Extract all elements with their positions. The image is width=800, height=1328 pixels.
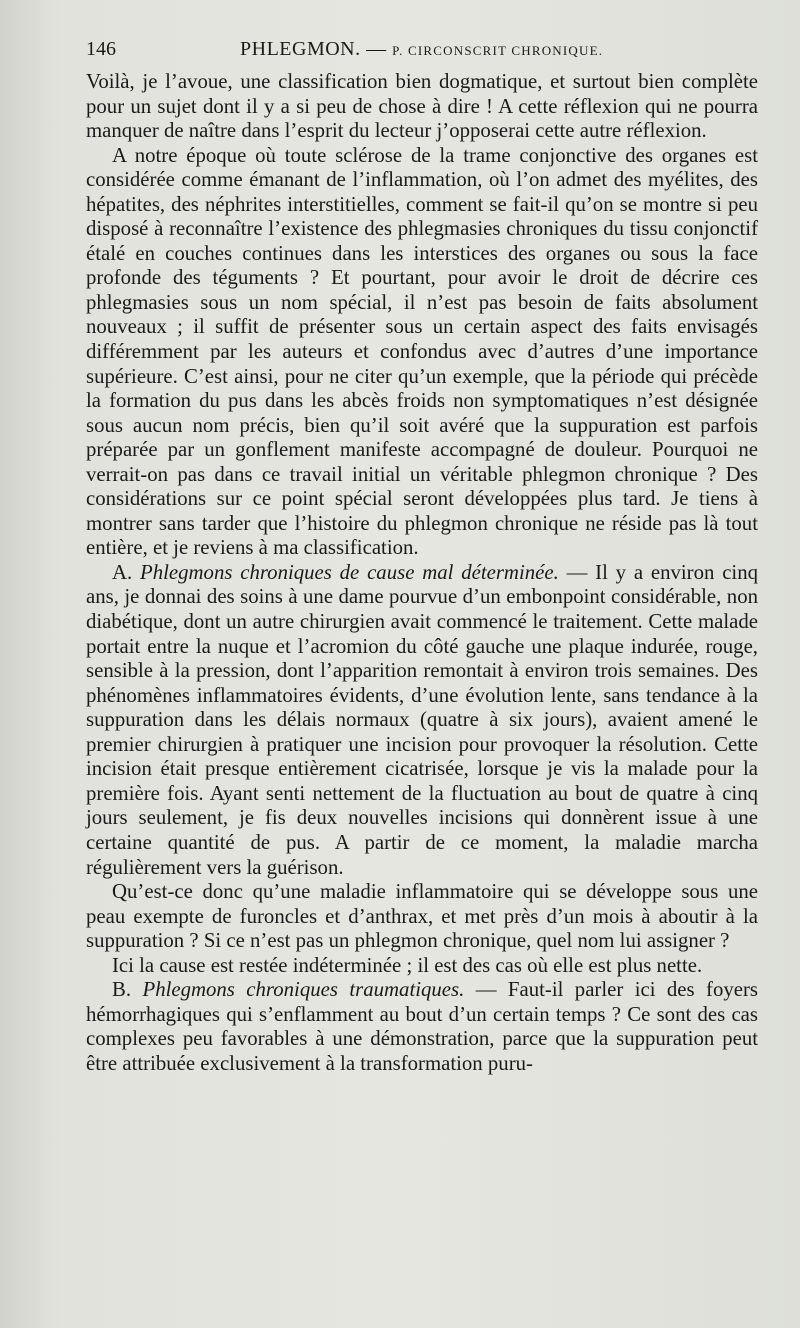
- running-head-title: PHLEGMON.: [240, 38, 361, 60]
- section-b-title: Phlegmons chroniques traumatiques.: [142, 978, 465, 1002]
- page-number: 146: [86, 38, 116, 60]
- body-text: [86, 70, 758, 1076]
- paragraph-2: [86, 144, 758, 561]
- section-b-text: — Faut-il parler ici des foyers hémorrhagiques qui s’enflamment au bout d’un certain temps ? Ce sont des cas complexes peu favorables à une démonstration, parce que la suppuration peut être attribuée exclusivement à la transformation puru-: [86, 978, 758, 1075]
- section-b-mark: B.: [112, 978, 132, 1002]
- paragraph-5-text: Ici la cause est restée indéterminée ; il est des cas où elle est plus nette.: [112, 953, 703, 977]
- page-header: [86, 38, 758, 68]
- paragraph-1-text: Voilà, je l’avoue, une classification bien dogmatique, et surtout bien complète pour un sujet dont il y a si peu de chose à dire ! A cette réflexion qui ne pourra manquer de naître dans l’esprit du lecteur j’opposerai cette autre réflexion.: [86, 70, 758, 143]
- paragraph-2-text: A notre époque où toute sclérose de la trame conjonctive des organes est considérée comme émanant de l’inflammation, où l’on admet des myélites, des hépatites, des néphrites interstitielles, comment se fait-il qu’on se montre si peu disposé à reconnaître l’existence des phlegmasies chroniques du tissu conjonctif étalé en couches continues dans les interstices des organes ou sous la face profonde des téguments ? Et pourtant, pour avoir le droit de décrire ces phlegmasies sous un nom spécial, il n’est pas besoin de faits absolument nouveaux ; il suffit de présenter sous un certain aspect des faits envisagés différemment par les auteurs et confondus avec d’autres d’une importance supérieure. C’est ainsi, pour ne citer qu’un exemple, que la période qui précède la formation du pus dans les abcès froids non symptomatiques n’est désignée sous aucun nom précis, bien qu’il soit avéré que la suppuration est parfois préparée par un gonflement manifeste accompagné de douleur. Pourquoi ne verrait-on pas dans ce travail initial un véritable phlegmon chronique ? Des considérations sur ce point spécial seront développées plus tard. Je tiens à montrer sans tarder que l’histoire du phlegmon chronique ne réside pas là tout entière, et je reviens à ma classification.: [86, 143, 758, 560]
- section-a-paragraph: [86, 561, 758, 880]
- running-head-subtitle: P. CIRCONSCRIT CHRONIQUE.: [392, 43, 604, 58]
- paragraph-4-text: Qu’est-ce donc qu’une maladie inflammatoire qui se développe sous une peau exempte de furoncles et d’anthrax, et met près d’un mois à aboutir à la suppuration ? Si ce n’est pas un phlegmon chronique, quel nom lui assigner ?: [86, 880, 758, 953]
- paragraph-5: [86, 954, 758, 979]
- running-head: [240, 38, 603, 61]
- paragraph-4: [86, 880, 758, 954]
- running-head-dash: —: [366, 38, 387, 60]
- section-a-text: — Il y a environ cinq ans, je donnai des soins à une dame pourvue d’un embonpoint considérable, non diabétique, dont un autre chirurgien avait commencé le traitement. Cette malade portait entre la nuque et l’acromion du côté gauche une plaque indurée, rouge, sensible à la pression, dont l’apparition remontait à environ trois semaines. Des phénomènes inflammatoires évidents, d’une évolution lente, sans tendance à la suppuration dans les délais normaux (quatre à six jours), avaient amené le premier chirurgien à pratiquer une incision pour provoquer la résolution. Cette incision était presque entièrement cicatrisée, lorsque je vis la malade pour la première fois. Ayant senti nettement de la fluctuation au bout de quatre à cinq jours seulement, je fis deux nouvelles incisions qui donnèrent issue à une certaine quantité de pus. A partir de ce moment, la maladie marcha régulièrement vers la guérison.: [86, 560, 759, 879]
- paragraph-1: [86, 70, 758, 144]
- section-b-paragraph: [86, 978, 758, 1076]
- section-a-title: Phlegmons chroniques de cause mal déterminée.: [140, 560, 559, 584]
- section-a-mark: A.: [112, 560, 133, 584]
